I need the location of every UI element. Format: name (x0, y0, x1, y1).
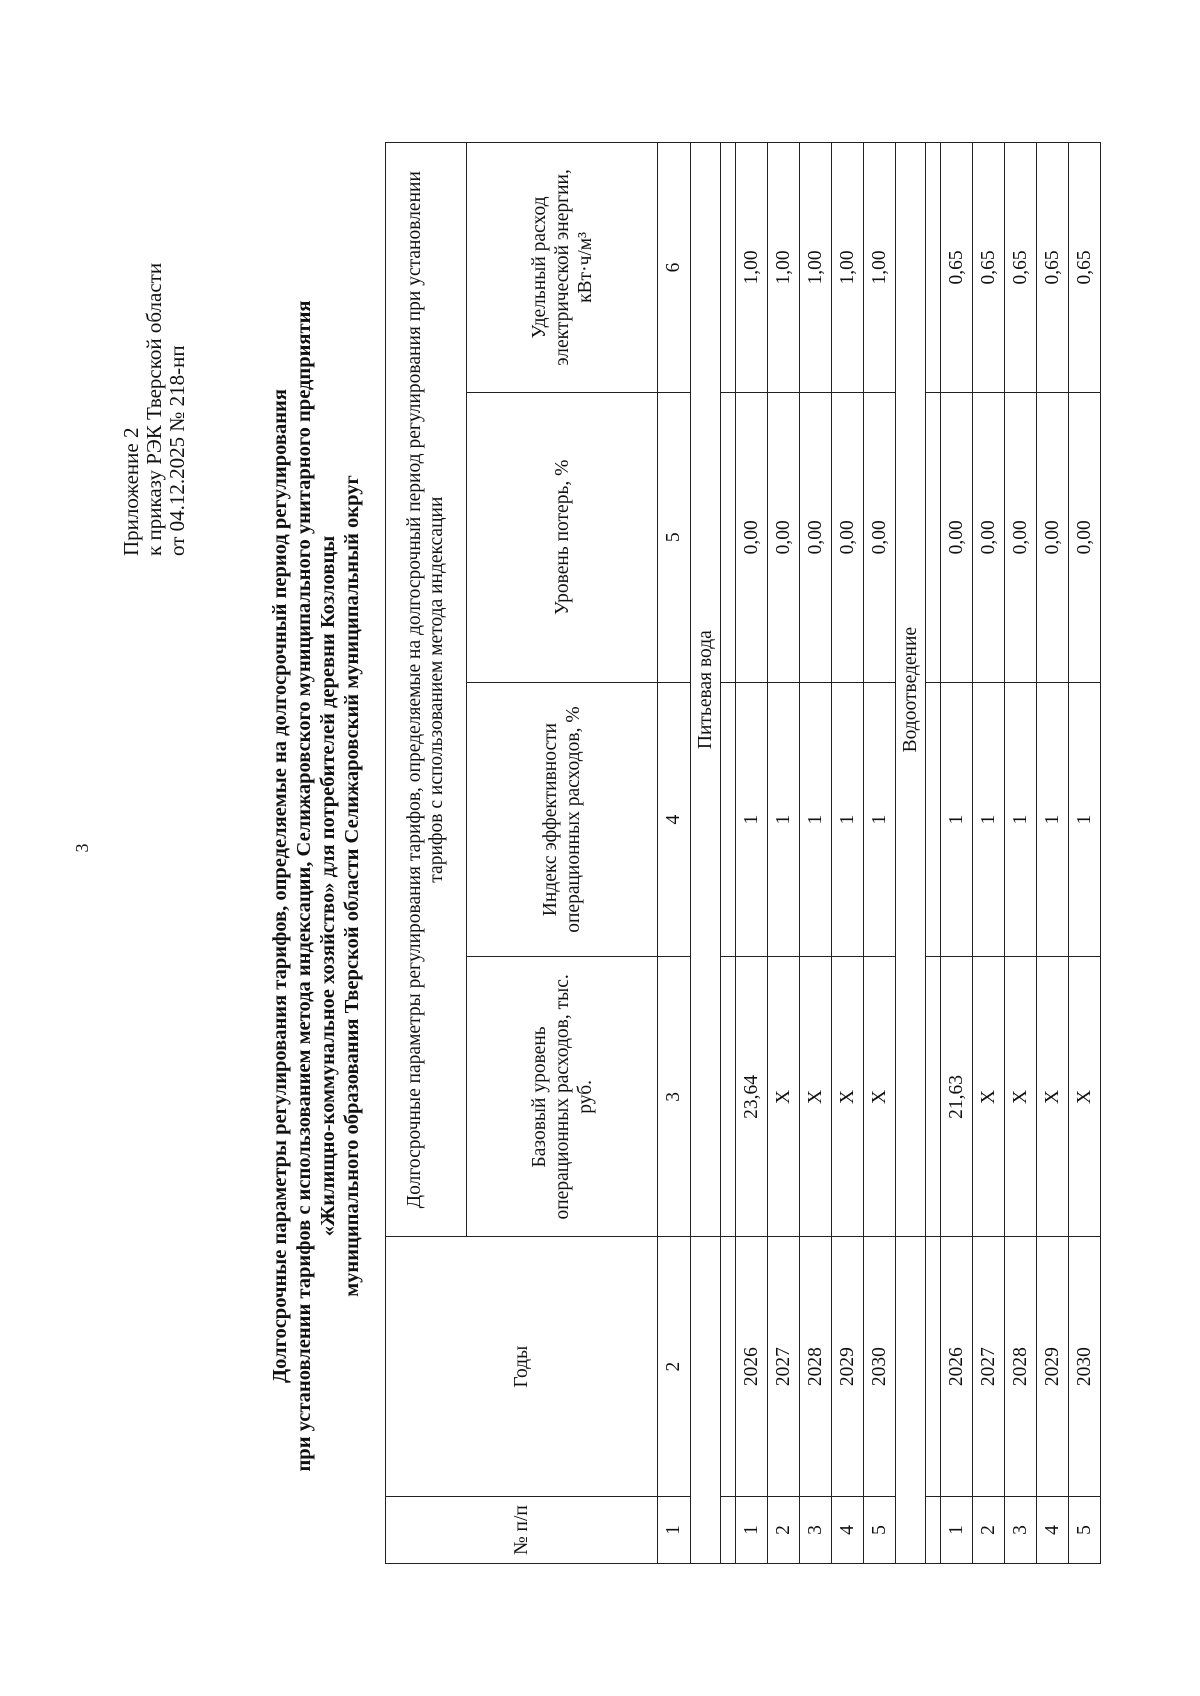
header-cell-years: Годы (386, 1237, 658, 1497)
index-cell: 3 (658, 957, 691, 1237)
spacer-cell (721, 392, 736, 682)
index-cell: 2 (658, 1237, 691, 1497)
title-line: «Жилищно-коммунальное хозяйство» для потребителей деревни Козловцы (317, 535, 339, 1237)
year-cell: 2028 (800, 1237, 832, 1497)
energy-consumption-cell: 1,00 (832, 143, 864, 393)
table-row (800, 143, 832, 1564)
row-number-cell: 2 (768, 1497, 800, 1564)
loss-level-cell: 0,00 (1069, 392, 1101, 682)
loss-level-cell: 0,00 (941, 392, 973, 682)
efficiency-index-cell: 1 (832, 682, 864, 957)
base-opex-cell: 23,64 (736, 957, 768, 1237)
year-cell: 2030 (1069, 1237, 1101, 1497)
spacer-cell (926, 682, 941, 957)
appendix-line: Приложение 2 (119, 427, 143, 556)
appendix-line: от 04.12.2025 № 218-нп (165, 345, 189, 556)
title-line: Долгосрочные параметры регулирования тарифов, определяемые на долгосрочный период регулирования (269, 389, 291, 1383)
row-number-cell: 5 (864, 1497, 896, 1564)
efficiency-index-cell: 1 (736, 682, 768, 957)
table-row (1005, 143, 1037, 1564)
energy-consumption-cell: 0,65 (1005, 143, 1037, 393)
title-line: муниципального образования Тверской области Селижаровский муниципальный округ (341, 475, 363, 1297)
spacer-cell (721, 682, 736, 957)
spacer-row (926, 143, 941, 1564)
document-title (268, 216, 364, 1556)
section-title: Водоотведение (896, 143, 926, 1237)
loss-level-cell: 0,00 (1005, 392, 1037, 682)
efficiency-index-cell: 1 (768, 682, 800, 957)
year-cell: 2028 (1005, 1237, 1037, 1497)
spacer-cell (721, 1497, 736, 1564)
efficiency-index-cell: 1 (973, 682, 1005, 957)
spacer-cell (721, 1237, 736, 1497)
energy-consumption-cell: 1,00 (800, 143, 832, 393)
section-empty-cell (691, 1237, 721, 1564)
appendix-line: к приказу РЭК Тверской области (142, 262, 166, 556)
table-row (1037, 143, 1069, 1564)
header-cell-efficiency-index: Индекс эффективности операционных расходов, % (467, 682, 658, 957)
base-opex-cell: X (800, 957, 832, 1237)
year-cell: 2030 (864, 1237, 896, 1497)
loss-level-cell: 0,00 (736, 392, 768, 682)
energy-consumption-cell: 0,65 (973, 143, 1005, 393)
efficiency-index-cell: 1 (800, 682, 832, 957)
index-cell: 1 (658, 1497, 691, 1564)
header-cell-base-opex: Базовый уровень операционных расходов, тыс. руб. (467, 957, 658, 1237)
table-row (941, 143, 973, 1564)
efficiency-index-cell: 1 (864, 682, 896, 957)
row-number-cell: 1 (941, 1497, 973, 1564)
parameters-table (385, 142, 1101, 1564)
section-header-row (896, 143, 926, 1564)
loss-level-cell: 0,00 (1037, 392, 1069, 682)
table-row (832, 143, 864, 1564)
index-cell: 4 (658, 682, 691, 957)
header-cell-number: № п/п (386, 1497, 658, 1564)
loss-level-cell: 0,00 (800, 392, 832, 682)
row-number-cell: 3 (1005, 1497, 1037, 1564)
row-number-cell: 3 (800, 1497, 832, 1564)
table-row (864, 143, 896, 1564)
year-cell: 2029 (832, 1237, 864, 1497)
base-opex-cell: 21,63 (941, 957, 973, 1237)
header-cell-loss-level: Уровень потерь, % (467, 392, 658, 682)
table-row (736, 143, 768, 1564)
table-header-row (386, 143, 467, 1564)
row-number-cell: 5 (1069, 1497, 1101, 1564)
energy-consumption-cell: 0,65 (1037, 143, 1069, 393)
column-index-row (658, 143, 691, 1564)
year-cell: 2027 (973, 1237, 1005, 1497)
base-opex-cell: X (768, 957, 800, 1237)
spacer-cell (926, 1237, 941, 1497)
energy-consumption-cell: 1,00 (736, 143, 768, 393)
index-cell: 5 (658, 392, 691, 682)
year-cell: 2026 (736, 1237, 768, 1497)
spacer-cell (721, 143, 736, 393)
efficiency-index-cell: 1 (941, 682, 973, 957)
loss-level-cell: 0,00 (864, 392, 896, 682)
table-row (973, 143, 1005, 1564)
year-cell: 2027 (768, 1237, 800, 1497)
loss-level-cell: 0,00 (768, 392, 800, 682)
spacer-cell (926, 392, 941, 682)
energy-consumption-cell: 1,00 (768, 143, 800, 393)
title-line: при установлении тарифов с использованием метода индексации, Селижаровского муниципального унитарного предприятия (293, 300, 315, 1472)
row-number-cell: 2 (973, 1497, 1005, 1564)
base-opex-cell: X (1005, 957, 1037, 1237)
year-cell: 2026 (941, 1237, 973, 1497)
header-cell-energy-consumption: Удельный расход электрической энергии, кВт·ч/м³ (467, 143, 658, 393)
energy-consumption-cell: 0,65 (941, 143, 973, 393)
efficiency-index-cell: 1 (1037, 682, 1069, 957)
base-opex-cell: X (1069, 957, 1101, 1237)
spacer-row (721, 143, 736, 1564)
energy-consumption-cell: 0,65 (1069, 143, 1101, 393)
section-empty-cell (896, 1237, 926, 1564)
loss-level-cell: 0,00 (832, 392, 864, 682)
section-title: Питьевая вода (691, 143, 721, 1237)
row-number-cell: 4 (832, 1497, 864, 1564)
base-opex-cell: X (1037, 957, 1069, 1237)
spacer-cell (721, 957, 736, 1237)
base-opex-cell: X (832, 957, 864, 1237)
energy-consumption-cell: 1,00 (864, 143, 896, 393)
row-number-cell: 1 (736, 1497, 768, 1564)
efficiency-index-cell: 1 (1069, 682, 1101, 957)
loss-level-cell: 0,00 (973, 392, 1005, 682)
year-cell: 2029 (1037, 1237, 1069, 1497)
table-row (768, 143, 800, 1564)
spacer-cell (926, 957, 941, 1237)
base-opex-cell: X (973, 957, 1005, 1237)
page-number: 3 (72, 843, 92, 853)
table-row (1069, 143, 1101, 1564)
base-opex-cell: X (864, 957, 896, 1237)
spacer-cell (926, 143, 941, 393)
row-number-cell: 4 (1037, 1497, 1069, 1564)
appendix-reference (120, 263, 189, 556)
efficiency-index-cell: 1 (1005, 682, 1037, 957)
index-cell: 6 (658, 143, 691, 393)
header-cell-group: Долгосрочные параметры регулирования тарифов, определяемые на долгосрочный период регулирования при установлении тарифов с использованием метода индексации (386, 143, 467, 1237)
section-header-row (691, 143, 721, 1564)
spacer-cell (926, 1497, 941, 1564)
